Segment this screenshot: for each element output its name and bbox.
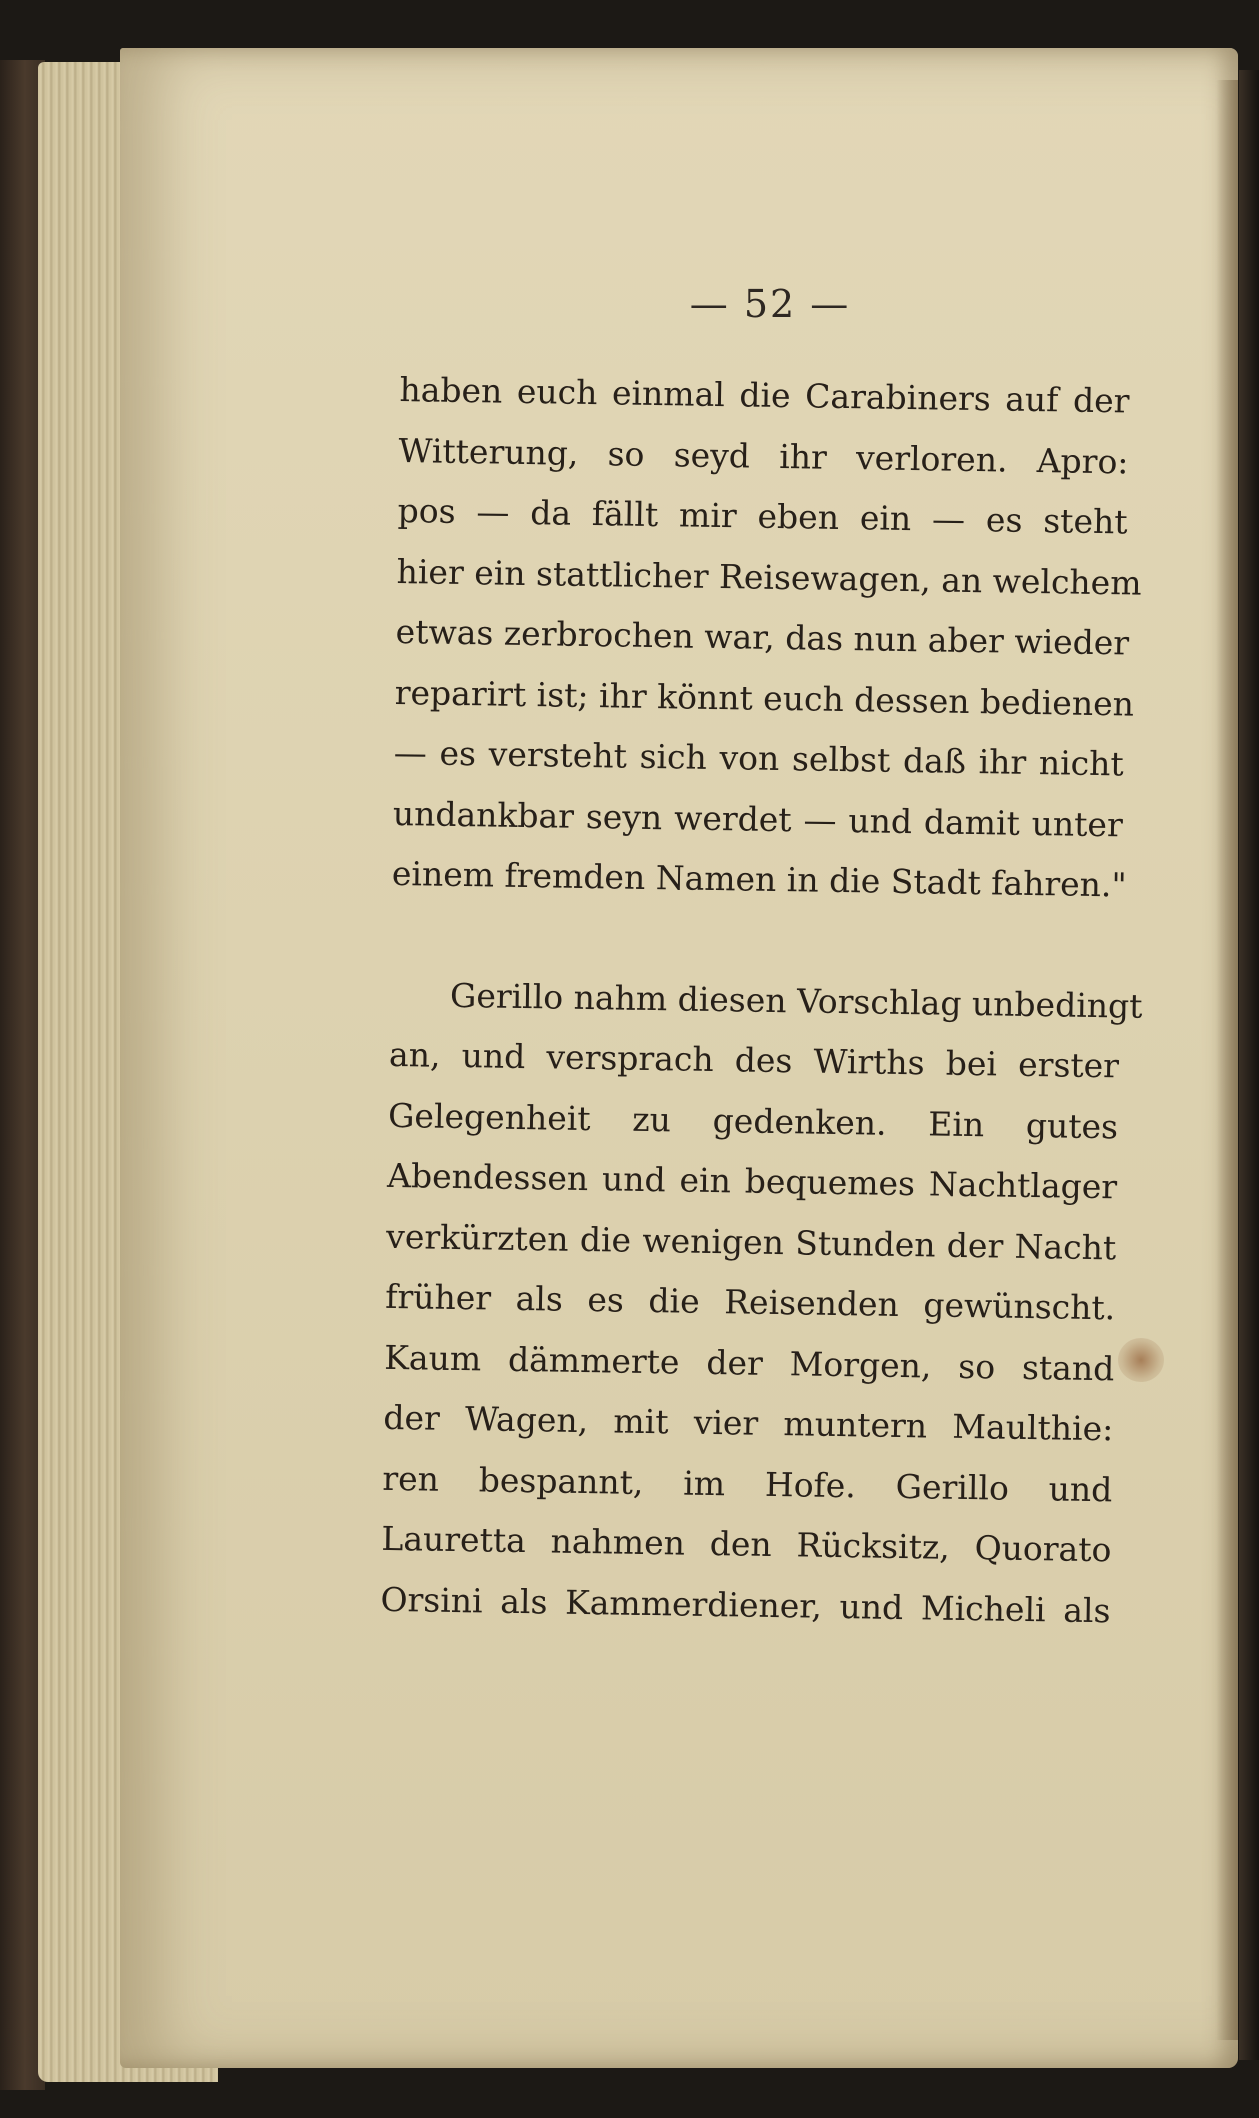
facing-page-edge — [1239, 70, 1259, 2060]
body-text — [380, 360, 1143, 1641]
text-line: Witterung, so seyd ihr verloren. Apro: — [398, 430, 1129, 481]
text-line: pos — da fällt mir eben ein — es steht — [397, 490, 1128, 542]
text-line: Gerillo nahm diesen Vorschlag unbedingt — [449, 975, 1143, 1026]
text-line: Orsini als Kammerdiener, und Micheli als — [380, 1579, 1111, 1630]
text-line: Abendessen und ein bequemes Nachtlager — [386, 1155, 1118, 1207]
text-line: Gelegenheit zu gedenken. Ein gutes — [387, 1095, 1119, 1146]
paragraph-2 — [380, 964, 1143, 1641]
text-line: einem fremden Namen in die Stadt fahren." — [391, 853, 1127, 905]
text-line: verkürzten die wenigen Stunden der Nacht — [385, 1216, 1117, 1267]
text-line: Kaum dämmerte der Morgen, so stand — [384, 1337, 1115, 1388]
text-line: — es versteht sich von selbst daß ihr nicht — [393, 732, 1125, 784]
text-line: reparirt ist; ihr könnt euch dessen bedienen — [394, 672, 1135, 724]
paragraph-1 — [391, 360, 1142, 916]
text-line: etwas zerbrochen war, das nun aber wieder — [395, 611, 1130, 663]
text-line: haben euch einmal die Carabiners auf der — [399, 369, 1130, 421]
text-line: an, und versprach des Wirths bei erster — [388, 1034, 1120, 1086]
text-line: hier ein stattlicher Reisewagen, an welchem — [396, 551, 1142, 603]
text-line: Lauretta nahmen den Rücksitz, Quorato — [381, 1518, 1112, 1570]
page-gutter-shadow — [1216, 80, 1238, 2040]
text-line: undankbar seyn werdet — und damit unter — [392, 793, 1124, 844]
text-line: früher als es die Reisenden gewünscht. — [384, 1276, 1116, 1328]
text-line: der Wagen, mit vier muntern Maulthie: — [383, 1397, 1114, 1449]
text-line: ren bespannt, im Hofe. Gerillo und — [382, 1458, 1113, 1509]
page-number-header: — 52 — — [689, 282, 851, 326]
paper-stain — [1118, 1338, 1164, 1382]
